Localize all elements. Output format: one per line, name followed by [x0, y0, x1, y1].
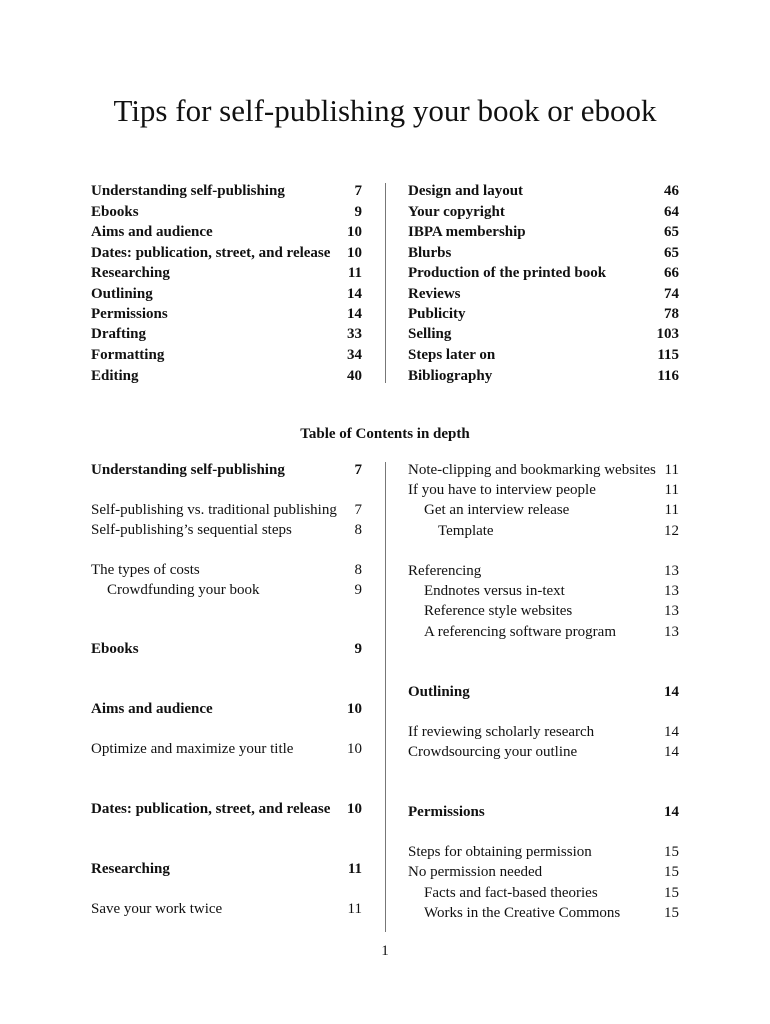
toc-entry [91, 366, 362, 386]
toc-entry-title: Note-clipping and bookmarking websites [408, 462, 656, 478]
toc-entry-title: Your copyright [408, 204, 505, 220]
toc-entry-page: 15 [664, 864, 679, 880]
toc-entry [91, 263, 362, 283]
toc-entry-page: 10 [347, 801, 362, 817]
toc-entry-title: Steps later on [408, 347, 496, 363]
toc-entry-title: Ebooks [91, 641, 139, 657]
toc-entry-page: 74 [664, 286, 679, 302]
toc-entry [91, 345, 362, 365]
toc-entry-title: Outlining [408, 684, 470, 700]
toc-entry-title: Save your work twice [91, 901, 223, 917]
toc-entry [408, 460, 679, 480]
toc-entry-page: 13 [664, 624, 679, 640]
toc-entry-title: Referencing [408, 563, 482, 579]
toc-entry-page: 11 [347, 861, 362, 877]
toc-entry-title: Ebooks [91, 204, 139, 220]
toc-entry [408, 500, 679, 520]
toc-entry [408, 561, 679, 581]
toc-entry [408, 883, 679, 903]
toc-entry [408, 284, 679, 304]
toc-entry-page: 11 [664, 502, 679, 518]
toc-entry-title: Design and layout [408, 183, 524, 199]
toc-entry [91, 560, 362, 580]
toc-entry-page: 11 [347, 901, 362, 917]
toc-entry-title: Editing [91, 368, 139, 384]
toc-entry-title: Understanding self-publishing [91, 462, 285, 478]
toc-entry-page: 7 [354, 183, 362, 199]
toc-entry [408, 742, 679, 762]
toc-entry-title: No permission needed [408, 864, 543, 880]
toc-entry-page: 46 [664, 183, 679, 199]
toc-entry-page: 10 [347, 224, 362, 240]
toc-entry [91, 284, 362, 304]
toc-entry-page: 66 [664, 265, 679, 281]
toc-entry-page: 14 [664, 804, 679, 820]
toc-in-depth-heading: Table of Contents in depth [300, 426, 470, 442]
toc-entry-page: 7 [354, 502, 362, 518]
toc-entry-page: 115 [657, 347, 679, 363]
toc-entry-page: 11 [664, 482, 679, 498]
toc-entry-page: 15 [664, 885, 679, 901]
toc-entry-title: Selling [408, 326, 452, 342]
toc-entry [91, 500, 362, 520]
toc-entry [408, 222, 679, 242]
toc-entry [91, 899, 362, 919]
toc-entry-title: Drafting [91, 326, 146, 342]
toc-entry-page: 8 [354, 562, 362, 578]
toc-entry-page: 40 [347, 368, 362, 384]
toc-entry [408, 521, 679, 541]
column-divider [385, 183, 386, 383]
toc-entry-page: 103 [656, 326, 679, 342]
toc-entry-title: Facts and fact-based theories [424, 885, 598, 901]
toc-entry-title: Reviews [408, 286, 461, 302]
toc-entry-title: Understanding self-publishing [91, 183, 285, 199]
toc-entry-page: 10 [347, 701, 362, 717]
toc-entry-page: 33 [347, 326, 362, 342]
toc-entry-page: 13 [664, 563, 679, 579]
toc-entry [408, 682, 679, 702]
toc-entry-title: A referencing software program [424, 624, 616, 640]
toc-entry [91, 243, 362, 263]
toc-entry-page: 116 [657, 368, 679, 384]
toc-entry [408, 622, 679, 642]
toc-entry-title: Dates: publication, street, and release [91, 801, 331, 817]
toc-entry-title: Researching [91, 265, 170, 281]
toc-entry-page: 14 [664, 744, 679, 760]
toc-entry [91, 799, 362, 819]
toc-entry-title: Self-publishing’s sequential steps [91, 522, 292, 538]
toc-entry-page: 34 [347, 347, 362, 363]
toc-entry-page: 65 [664, 224, 679, 240]
toc-entry-title: Crowdsourcing your outline [408, 744, 578, 760]
toc-entry-page: 15 [664, 844, 679, 860]
toc-entry-title: If you have to interview people [408, 482, 596, 498]
toc-entry [408, 802, 679, 822]
toc-entry-page: 78 [664, 306, 679, 322]
toc-entry-title: Outlining [91, 286, 153, 302]
toc-entry-title: Dates: publication, street, and release [91, 245, 331, 261]
toc-entry-page: 14 [347, 306, 362, 322]
toc-entry-title: Permissions [91, 306, 168, 322]
toc-entry-title: The types of costs [91, 562, 200, 578]
toc-entry-title: If reviewing scholarly research [408, 724, 595, 740]
page-number: 1 [381, 943, 389, 959]
toc-entry [91, 181, 362, 201]
toc-entry-page: 15 [664, 905, 679, 921]
toc-entry-title: Steps for obtaining permission [408, 844, 592, 860]
toc-entry-page: 65 [664, 245, 679, 261]
toc-entry-page: 11 [347, 265, 362, 281]
toc-entry-page: 9 [354, 582, 362, 598]
toc-entry-title: Aims and audience [91, 701, 213, 717]
toc-entry [91, 739, 362, 759]
toc-entry [91, 222, 362, 242]
toc-entry [91, 580, 362, 600]
toc-entry-page: 12 [664, 523, 679, 539]
toc-entry [91, 460, 362, 480]
toc-entry-page: 13 [664, 603, 679, 619]
toc-entry [408, 722, 679, 742]
toc-entry-title: Optimize and maximize your title [91, 741, 294, 757]
toc-entry-page: 7 [354, 462, 362, 478]
page-title: Tips for self-publishing your book or ebook [113, 93, 657, 128]
toc-entry-title: Formatting [91, 347, 165, 363]
toc-entry [408, 480, 679, 500]
toc-entry-title: Endnotes versus in-text [424, 583, 565, 599]
toc-entry [408, 862, 679, 882]
toc-entry [408, 304, 679, 324]
toc-entry [408, 366, 679, 386]
toc-entry [91, 202, 362, 222]
toc-entry [408, 243, 679, 263]
toc-entry [91, 520, 362, 540]
toc-entry-title: Aims and audience [91, 224, 213, 240]
toc-entry-title: Permissions [408, 804, 485, 820]
toc-entry [408, 181, 679, 201]
toc-entry-title: Template [438, 523, 494, 539]
toc-entry [91, 324, 362, 344]
toc-entry-page: 14 [664, 724, 679, 740]
toc-entry [91, 639, 362, 659]
toc-entry-title: Works in the Creative Commons [424, 905, 621, 921]
toc-entry-page: 10 [347, 741, 362, 757]
toc-entry [91, 859, 362, 879]
toc-entry-page: 14 [347, 286, 362, 302]
toc-entry-title: Production of the printed book [408, 265, 607, 281]
toc-entry-title: Publicity [408, 306, 466, 322]
toc-entry [408, 345, 679, 365]
toc-entry [408, 903, 679, 923]
toc-entry-page: 8 [354, 522, 362, 538]
toc-entry [408, 581, 679, 601]
toc-entry-title: Get an interview release [424, 502, 570, 518]
toc-entry-title: Reference style websites [424, 603, 573, 619]
toc-entry-page: 10 [347, 245, 362, 261]
toc-entry [408, 842, 679, 862]
toc-entry [91, 304, 362, 324]
toc-entry-title: Crowdfunding your book [107, 582, 260, 598]
toc-entry-title: Blurbs [408, 245, 452, 261]
toc-entry-title: IBPA membership [408, 224, 526, 240]
toc-entry [91, 699, 362, 719]
toc-entry-page: 11 [664, 462, 679, 478]
toc-entry [408, 202, 679, 222]
toc-entry-page: 9 [354, 641, 362, 657]
toc-entry-title: Researching [91, 861, 170, 877]
toc-entry [408, 601, 679, 621]
toc-entry-title: Bibliography [408, 368, 493, 384]
toc-entry [408, 324, 679, 344]
toc-entry-page: 13 [664, 583, 679, 599]
column-divider [385, 462, 386, 932]
toc-entry-title: Self-publishing vs. traditional publishing [91, 502, 337, 518]
toc-entry [408, 263, 679, 283]
toc-entry-page: 9 [354, 204, 362, 220]
toc-entry-page: 14 [664, 684, 679, 700]
toc-entry-page: 64 [664, 204, 679, 220]
